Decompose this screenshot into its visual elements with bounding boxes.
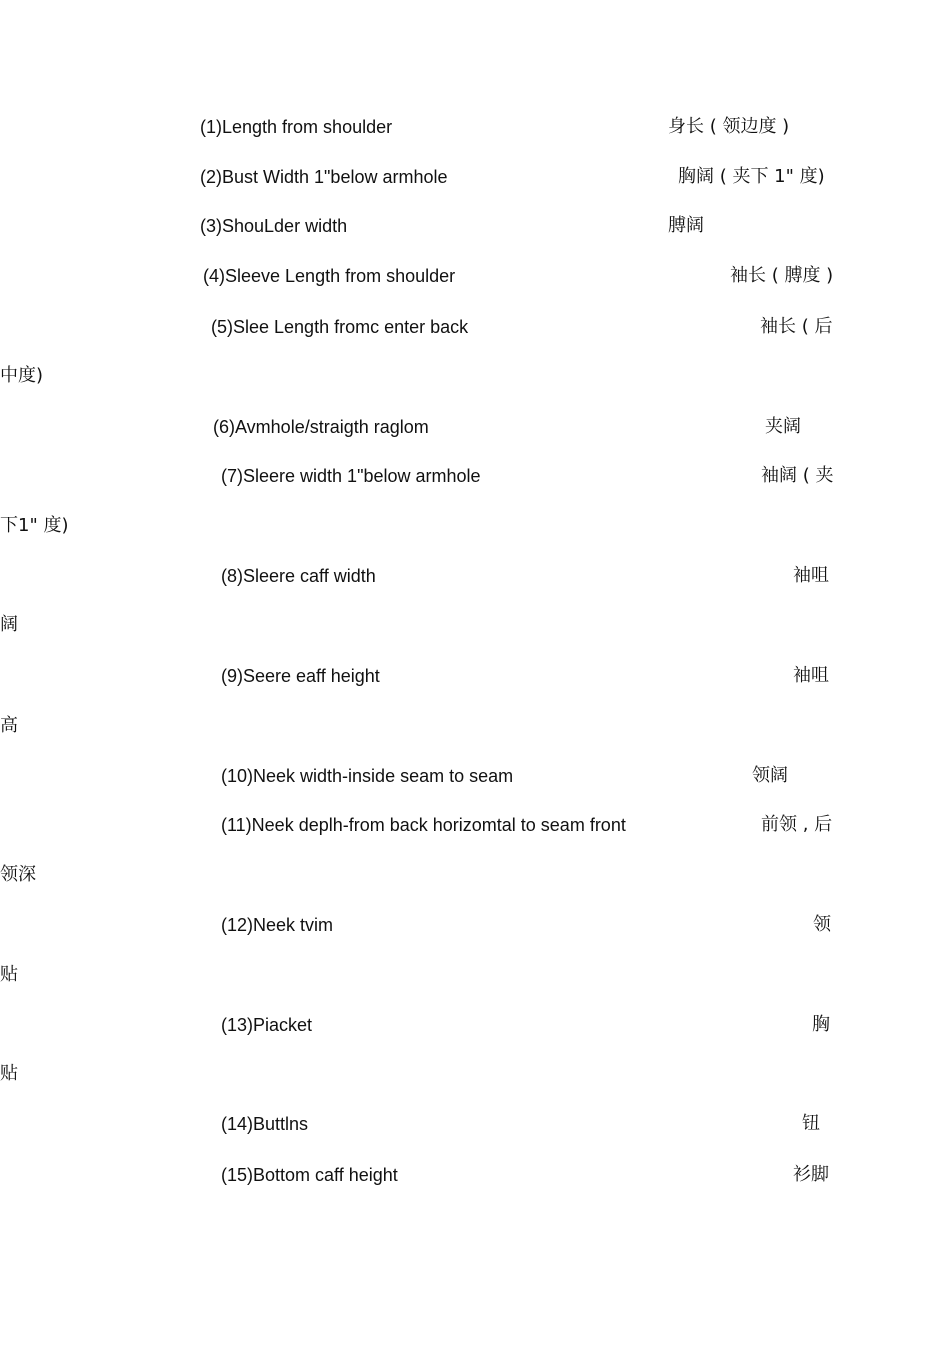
item-5-english: (5)Slee Length fromc enter back — [211, 317, 469, 337]
item-3-english: (3)ShouLder width — [200, 216, 348, 236]
item-9-chinese-continuation: 高 — [0, 715, 18, 736]
item-10-chinese: 领阔 — [752, 765, 788, 786]
item-14-chinese: 钮 — [802, 1113, 820, 1134]
item-8-chinese: 袖咀 — [793, 565, 829, 586]
item-12-english: (12)Neek tvim — [221, 915, 334, 935]
item-4-chinese: 袖长 ( 膊度 ) — [730, 265, 834, 286]
item-10-english: (10)Neek width-inside seam to seam — [221, 766, 514, 786]
item-15-chinese: 衫脚 — [793, 1164, 829, 1185]
item-12-chinese: 领 — [813, 914, 831, 935]
item-13-chinese-continuation: 贴 — [0, 1063, 18, 1084]
item-1-chinese: 身长 ( 领边度 ) — [668, 116, 790, 137]
item-8-chinese-continuation: 阔 — [0, 614, 18, 635]
item-5-chinese: 袖长 ( 后 — [760, 316, 833, 337]
item-7-english: (7)Sleere width 1"below armhole — [221, 466, 481, 486]
item-5-chinese-continuation: 中度) — [0, 365, 44, 386]
item-9-english: (9)Seere eaff height — [221, 666, 380, 686]
item-14-english: (14)Buttlns — [221, 1114, 309, 1134]
item-15-english: (15)Bottom caff height — [221, 1165, 398, 1185]
item-11-chinese-continuation: 领深 — [0, 864, 36, 885]
item-13-english: (13)Piacket — [221, 1015, 313, 1035]
item-1-english: (1)Length from shoulder — [200, 117, 393, 137]
item-9-chinese: 袖咀 — [793, 665, 829, 686]
item-12-chinese-continuation: 贴 — [0, 964, 18, 985]
item-4-english: (4)Sleeve Length from shoulder — [203, 266, 456, 286]
item-6-english: (6)Avmhole/straigth raglom — [213, 417, 429, 437]
item-11-english: (11)Neek deplh-from back horizomtal to seam front — [221, 815, 626, 835]
item-3-chinese: 膊阔 — [668, 215, 704, 236]
item-7-chinese: 袖阔 ( 夹 — [761, 465, 834, 486]
item-2-chinese: 胸阔 ( 夹下 1" 度) — [678, 166, 825, 187]
item-7-chinese-continuation: 下1" 度) — [0, 515, 69, 536]
item-2-english: (2)Bust Width 1"below armhole — [200, 167, 448, 187]
item-13-chinese: 胸 — [812, 1014, 830, 1035]
item-11-chinese: 前领 , 后 — [761, 814, 833, 835]
item-8-english: (8)Sleere caff width — [221, 566, 376, 586]
item-6-chinese: 夹阔 — [765, 416, 801, 437]
